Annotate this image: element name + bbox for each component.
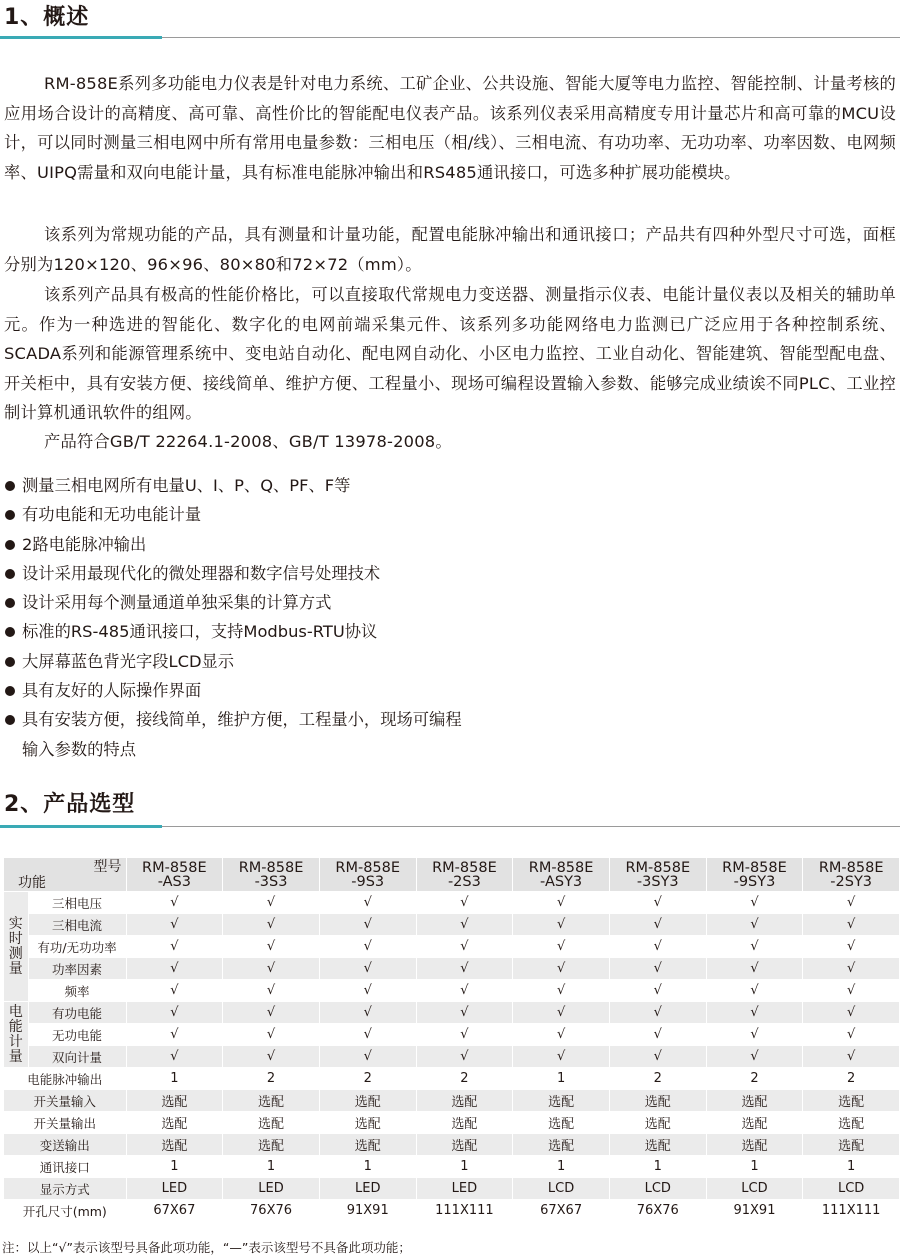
value-cell: √: [706, 958, 803, 980]
value-cell: 选配: [126, 1112, 223, 1134]
value-cell: √: [126, 892, 223, 914]
value-cell: 76X76: [609, 1200, 706, 1222]
section-1-title: 1、概述: [4, 5, 90, 30]
bullet-icon: [5, 540, 15, 550]
value-cell: 选配: [319, 1090, 416, 1112]
bullet-icon: [5, 686, 15, 696]
row-label-cell: 开关量输入: [4, 1090, 126, 1112]
value-cell: 2: [223, 1068, 320, 1090]
value-cell: 2: [609, 1068, 706, 1090]
model-header-cell: RM-858E -3SY3: [609, 858, 706, 892]
value-cell: √: [416, 892, 513, 914]
value-cell: √: [416, 1046, 513, 1068]
value-cell: √: [319, 1002, 416, 1024]
value-cell: √: [416, 936, 513, 958]
value-cell: 1: [513, 1068, 610, 1090]
model-header-cell: RM-858E -ASY3: [513, 858, 610, 892]
corner-function-label: 功能: [18, 875, 46, 891]
value-cell: √: [609, 1002, 706, 1024]
value-cell: LCD: [706, 1178, 803, 1200]
table-header-row: [4, 858, 900, 892]
row-label-cell: 有功/无功功率: [28, 936, 126, 958]
value-cell: √: [223, 1046, 320, 1068]
value-cell: 2: [706, 1068, 803, 1090]
value-cell: √: [319, 936, 416, 958]
group-label-char: 电: [8, 1003, 23, 1020]
overview-paragraph-4: 产品符合GB/T 22264.1-2008、GB/T 13978-2008。: [44, 432, 452, 451]
section-2-title: 2、产品选型: [4, 792, 136, 817]
bullet-icon: [5, 481, 15, 491]
value-cell: √: [126, 1046, 223, 1068]
group-label-char: 时: [8, 930, 23, 947]
value-cell: √: [319, 958, 416, 980]
group-label-char: 量: [8, 960, 23, 977]
value-cell: √: [126, 1002, 223, 1024]
table-row: [4, 936, 900, 958]
value-cell: √: [223, 914, 320, 936]
row-label-cell: 有功电能: [28, 1002, 126, 1024]
value-cell: √: [126, 914, 223, 936]
value-cell: 2: [319, 1068, 416, 1090]
value-cell: √: [319, 980, 416, 1002]
row-label-cell: 开孔尺寸(mm): [4, 1200, 126, 1222]
group-label-char: 能: [8, 1018, 23, 1035]
feature-item: 有功电能和无功电能计量: [4, 500, 884, 529]
value-cell: √: [223, 980, 320, 1002]
value-cell: √: [803, 980, 900, 1002]
value-cell: 选配: [513, 1134, 610, 1156]
value-cell: 选配: [513, 1112, 610, 1134]
row-label-cell: 通讯接口: [4, 1156, 126, 1178]
value-cell: √: [223, 936, 320, 958]
table-row: [4, 1178, 900, 1200]
value-cell: √: [416, 914, 513, 936]
value-cell: 76X76: [223, 1200, 320, 1222]
model-header-cell: RM-858E -2S3: [416, 858, 513, 892]
value-cell: 67X67: [126, 1200, 223, 1222]
value-cell: √: [706, 892, 803, 914]
value-cell: √: [803, 958, 900, 980]
feature-list: [4, 471, 884, 764]
row-label-cell: 三相电压: [28, 892, 126, 914]
row-label-cell: 双向计量: [28, 1046, 126, 1068]
feature-item: 设计采用最现代化的微处理器和数字信号处理技术: [4, 559, 884, 588]
value-cell: √: [319, 1046, 416, 1068]
value-cell: √: [609, 1024, 706, 1046]
value-cell: √: [513, 936, 610, 958]
value-cell: √: [223, 1002, 320, 1024]
value-cell: √: [319, 1024, 416, 1046]
section-1-accent-bar: [0, 36, 162, 39]
section-2-accent-bar: [0, 825, 162, 828]
value-cell: √: [319, 892, 416, 914]
value-cell: √: [126, 980, 223, 1002]
value-cell: √: [223, 892, 320, 914]
value-cell: √: [609, 1046, 706, 1068]
value-cell: 1: [416, 1156, 513, 1178]
value-cell: √: [706, 1046, 803, 1068]
value-cell: 选配: [609, 1090, 706, 1112]
value-cell: √: [803, 1046, 900, 1068]
value-cell: √: [803, 936, 900, 958]
value-cell: √: [223, 1024, 320, 1046]
value-cell: √: [513, 958, 610, 980]
row-label-cell: 显示方式: [4, 1178, 126, 1200]
value-cell: 选配: [223, 1090, 320, 1112]
value-cell: √: [609, 958, 706, 980]
value-cell: √: [416, 980, 513, 1002]
row-label-cell: 三相电流: [28, 914, 126, 936]
bullet-icon: [5, 657, 15, 667]
model-header-cell: RM-858E -AS3: [126, 858, 223, 892]
value-cell: √: [803, 1024, 900, 1046]
value-cell: 67X67: [513, 1200, 610, 1222]
value-cell: 选配: [706, 1090, 803, 1112]
value-cell: 选配: [416, 1090, 513, 1112]
table-row: [4, 1090, 900, 1112]
row-label-cell: 功率因素: [28, 958, 126, 980]
feature-item: 大屏幕蓝色背光字段LCD显示: [4, 647, 884, 676]
overview-paragraph-1: RM-858E系列多功能电力仪表是针对电力系统、工矿企业、公共设施、智能大厦等电力监控、智能控制、计量考核的应用场合设计的高精度、高可靠、高性价比的智能配电仪表产品。该系列仪表采用高精度专用计量芯片和高可靠的MCU设计，可以同时测量三相电网中所有常用电量参数：三相电压（相/线）、三相电流、有功功率、无功功率、功率因数、电网频率、UIPQ需量和双向电能计量，具有标准电能脉冲输出和RS485通讯接口，可选多种扩展功能模块。: [4, 74, 896, 182]
overview-paragraph-3: 该系列产品具有极高的性能价格比，可以直接取代常规电力变送器、测量指示仪表、电能计量仪表以及相关的辅助单元。作为一种选进的智能化、数字化的电网前端采集元件、该系列多功能网络电力监测已广泛应用于各种控制系统、SCADA系列和能源管理系统中、变电站自动化、配电网自动化、小区电力监控、工业自动化、智能建筑、智能型配电盘、开关柜中，具有安装方便、接线简单、维护方便、工程量小、现场可编程设置输入参数、能够完成业绩诶不同PLC、工业控制计算机通讯软件的组网。: [4, 285, 896, 422]
value-cell: 选配: [513, 1090, 610, 1112]
group-label-cell: [4, 892, 28, 1002]
value-cell: 91X91: [319, 1200, 416, 1222]
value-cell: √: [706, 1024, 803, 1046]
value-cell: √: [706, 1002, 803, 1024]
selection-table-body: [4, 858, 900, 1222]
value-cell: 选配: [803, 1090, 900, 1112]
value-cell: 选配: [706, 1112, 803, 1134]
group-label-char: 实: [8, 915, 23, 932]
table-row: [4, 1156, 900, 1178]
table-row: [4, 1046, 900, 1068]
table-row: [4, 1002, 900, 1024]
overview-paragraph-2: 该系列为常规功能的产品，具有测量和计量功能，配置电能脉冲输出和通讯接口；产品共有四种外型尺寸可选，面框分别为120×120、96×96、80×80和72×72（mm）。: [4, 225, 896, 274]
value-cell: √: [609, 914, 706, 936]
value-cell: √: [513, 1046, 610, 1068]
value-cell: 选配: [706, 1134, 803, 1156]
table-row: [4, 1200, 900, 1222]
value-cell: 1: [126, 1068, 223, 1090]
model-header-cell: RM-858E -3S3: [223, 858, 320, 892]
value-cell: 选配: [223, 1112, 320, 1134]
value-cell: √: [609, 892, 706, 914]
value-cell: 1: [223, 1156, 320, 1178]
value-cell: 1: [126, 1156, 223, 1178]
table-row: [4, 1024, 900, 1046]
value-cell: √: [513, 980, 610, 1002]
value-cell: 选配: [609, 1112, 706, 1134]
table-corner-cell: [4, 858, 126, 892]
bullet-icon: [5, 627, 15, 637]
value-cell: LCD: [803, 1178, 900, 1200]
bullet-icon: [5, 598, 15, 608]
value-cell: 2: [803, 1068, 900, 1090]
value-cell: 1: [803, 1156, 900, 1178]
value-cell: 选配: [126, 1134, 223, 1156]
feature-item: 测量三相电网所有电量U、I、P、Q、PF、F等: [4, 471, 884, 500]
value-cell: √: [706, 914, 803, 936]
value-cell: 1: [319, 1156, 416, 1178]
value-cell: √: [126, 958, 223, 980]
value-cell: √: [513, 1024, 610, 1046]
value-cell: √: [416, 958, 513, 980]
value-cell: 1: [513, 1156, 610, 1178]
value-cell: √: [803, 892, 900, 914]
row-label-cell: 开关量输出: [4, 1112, 126, 1134]
value-cell: √: [803, 1002, 900, 1024]
value-cell: LCD: [513, 1178, 610, 1200]
group-label-char: 计: [8, 1033, 23, 1050]
value-cell: 选配: [803, 1134, 900, 1156]
value-cell: √: [416, 1002, 513, 1024]
row-label-cell: 频率: [28, 980, 126, 1002]
feature-item: 具有友好的人际操作界面: [4, 676, 884, 705]
value-cell: √: [126, 936, 223, 958]
value-cell: √: [416, 1024, 513, 1046]
model-header-cell: RM-858E -9S3: [319, 858, 416, 892]
bullet-icon: [5, 510, 15, 520]
table-row: [4, 892, 900, 914]
feature-item: 具有安装方便，接线简单，维护方便，工程量小，现场可编程: [4, 705, 884, 734]
feature-item: 设计采用每个测量通道单独采集的计算方式: [4, 588, 884, 617]
value-cell: 选配: [126, 1090, 223, 1112]
value-cell: 2: [416, 1068, 513, 1090]
bullet-icon: [5, 569, 15, 579]
value-cell: √: [513, 914, 610, 936]
value-cell: √: [706, 980, 803, 1002]
value-cell: 选配: [319, 1134, 416, 1156]
row-label-cell: 电能脉冲输出: [4, 1068, 126, 1090]
value-cell: LED: [223, 1178, 320, 1200]
feature-item: 标准的RS-485通讯接口，支持Modbus-RTU协议: [4, 617, 884, 646]
row-label-cell: 无功电能: [28, 1024, 126, 1046]
value-cell: 111X111: [803, 1200, 900, 1222]
group-label-cell: [4, 1002, 28, 1068]
table-row: [4, 958, 900, 980]
table-row: [4, 914, 900, 936]
value-cell: 选配: [319, 1112, 416, 1134]
value-cell: 1: [609, 1156, 706, 1178]
value-cell: √: [706, 936, 803, 958]
value-cell: √: [513, 1002, 610, 1024]
bullet-icon: [5, 715, 15, 725]
value-cell: √: [223, 958, 320, 980]
value-cell: 选配: [416, 1112, 513, 1134]
value-cell: 111X111: [416, 1200, 513, 1222]
model-header-cell: RM-858E -2SY3: [803, 858, 900, 892]
product-selection-table: [4, 858, 900, 1222]
table-row: [4, 1134, 900, 1156]
table-footnote: 注：以上“√”表示该型号具备此项功能，“—”表示该型号不具备此项功能；: [2, 1240, 411, 1255]
value-cell: LCD: [609, 1178, 706, 1200]
value-cell: LED: [416, 1178, 513, 1200]
value-cell: 选配: [223, 1134, 320, 1156]
value-cell: √: [319, 914, 416, 936]
table-row: [4, 1112, 900, 1134]
value-cell: √: [609, 936, 706, 958]
table-row: [4, 1068, 900, 1090]
table-row: [4, 980, 900, 1002]
group-label-char: 量: [8, 1048, 23, 1065]
value-cell: LED: [126, 1178, 223, 1200]
value-cell: √: [513, 892, 610, 914]
model-header-cell: RM-858E -9SY3: [706, 858, 803, 892]
corner-model-label: 型号: [93, 859, 122, 875]
value-cell: 91X91: [706, 1200, 803, 1222]
value-cell: 选配: [803, 1112, 900, 1134]
feature-item: 2路电能脉冲输出: [4, 530, 884, 559]
value-cell: 选配: [609, 1134, 706, 1156]
value-cell: √: [126, 1024, 223, 1046]
row-label-cell: 变送输出: [4, 1134, 126, 1156]
value-cell: √: [609, 980, 706, 1002]
value-cell: 1: [706, 1156, 803, 1178]
value-cell: 选配: [416, 1134, 513, 1156]
group-label-char: 测: [8, 945, 23, 962]
value-cell: LED: [319, 1178, 416, 1200]
value-cell: √: [803, 914, 900, 936]
feature-item-continuation: 输入参数的特点: [22, 739, 136, 759]
